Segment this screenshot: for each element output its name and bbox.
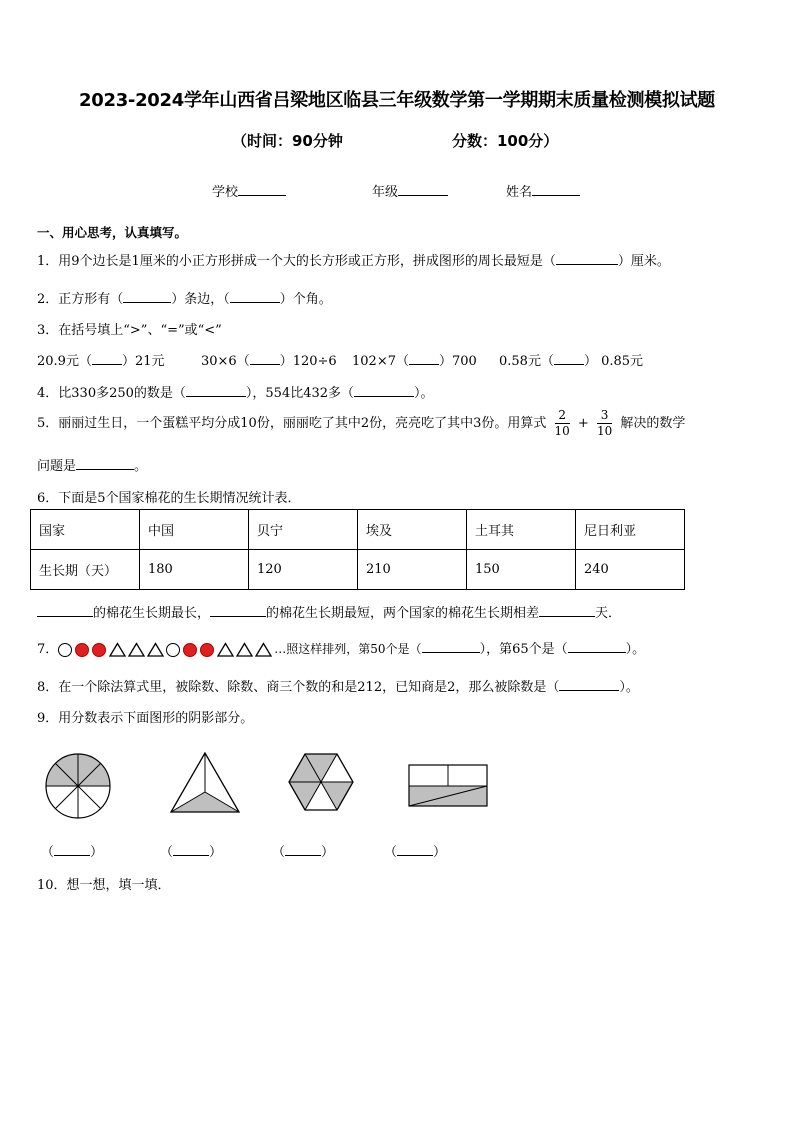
q3-blank-4[interactable] (554, 353, 584, 365)
paren-close: ） (321, 845, 335, 860)
triangle-shape (147, 642, 164, 657)
q3-item-3 (352, 350, 477, 369)
table-cell: 中国 (140, 510, 249, 550)
fig2-answer (160, 841, 222, 860)
grade-label: 年级 (372, 185, 399, 200)
red-circle-shape (200, 643, 214, 657)
q2-text-a: 2．正方形有（ (37, 292, 124, 307)
fig2-blank[interactable] (173, 844, 209, 856)
grade-field (372, 181, 448, 200)
school-input-line[interactable] (238, 183, 286, 196)
question-8 (37, 676, 639, 695)
paren-close: ） (209, 845, 223, 860)
question-5-cont (37, 455, 147, 474)
q1-text: 1．用9个边长是1厘米的小正方形拼成一个大的长方形或正方形，拼成图形的周长最短是（ (37, 254, 556, 269)
q3-item-3-right: ）700 (438, 354, 477, 369)
q3-item-2-right: ）120÷6 (279, 354, 337, 369)
q8-text-b: ）。 (619, 680, 639, 695)
school-label: 学校 (212, 185, 239, 200)
red-circle-shape (75, 643, 89, 657)
fig3-blank[interactable] (285, 844, 321, 856)
question-10: 10．想一想，填一填． (37, 878, 171, 893)
q5-text-b: 解决的数学 (620, 416, 686, 431)
table-cell: 180 (140, 550, 249, 590)
triangle-shape (255, 642, 272, 657)
exam-time: （时间：90分钟 (232, 132, 343, 150)
grade-input-line[interactable] (398, 183, 448, 196)
q3-item-2 (201, 350, 337, 369)
q7-blank-1[interactable] (422, 641, 480, 653)
q5-blank[interactable] (76, 458, 134, 470)
q3-item-4-right: ） 0.85元 (583, 354, 644, 369)
table-cell: 埃及 (358, 510, 467, 550)
q4-blank-1[interactable] (186, 385, 246, 397)
question-6-answers (37, 602, 621, 621)
paren-open: （ (41, 845, 55, 860)
name-input-line[interactable] (532, 183, 580, 196)
q7-number: 7． (37, 642, 59, 657)
q8-text-a: 8．在一个除法算式里，被除数、除数、商三个数的和是212，已知商是2，那么被除数是（ (37, 680, 560, 695)
empty-circle-shape (58, 643, 72, 657)
q5-frac1-num: 2 (558, 408, 566, 422)
q8-blank[interactable] (559, 679, 619, 691)
question-1 (37, 250, 670, 269)
q5-plus: + (577, 416, 589, 431)
question-5 (37, 408, 685, 439)
table-cell: 210 (358, 550, 467, 590)
table-cell: 240 (576, 550, 685, 590)
triangle-shape (109, 642, 126, 657)
q6-text-a: 的棉花生长期最长， (93, 606, 211, 621)
q1-tail: ）厘米。 (617, 254, 670, 269)
section-heading: 一、用心思考，认真填写。 (37, 225, 188, 240)
q5-text-c: 问题是 (37, 459, 77, 474)
shape-pattern (58, 642, 274, 657)
q4-blank-2[interactable] (354, 385, 414, 397)
q6-text-b: 的棉花生长期最短，两个国家的棉花生长期相差 (266, 606, 540, 621)
name-label: 姓名 (506, 185, 533, 200)
q3-item-1-right: ）21元 (121, 354, 165, 369)
paren-close: ） (90, 845, 104, 860)
q5-fraction-1 (555, 408, 570, 439)
q2-text-c: ）个角。 (279, 292, 332, 307)
q7-text-c: ）。 (625, 642, 646, 657)
q3-item-3-left: 102×7（ (352, 354, 409, 369)
q6-blank-1[interactable] (37, 605, 93, 617)
question-7 (37, 638, 645, 657)
fig1-blank[interactable] (54, 844, 90, 856)
q5-text-d: 。 (134, 459, 148, 474)
q3-item-1 (37, 350, 165, 369)
q4-text-c: ）。 (414, 386, 434, 401)
q3-item-4-left: 0.58元（ (499, 354, 554, 369)
page-title: 2023-2024学年山西省吕梁地区临县三年级数学第一学期期末质量检测模拟试题 (79, 90, 715, 111)
q6-text-c: 天． (595, 606, 622, 621)
q5-frac2-num: 3 (600, 408, 609, 422)
q2-blank-1[interactable] (123, 291, 171, 303)
q1-blank[interactable] (556, 253, 618, 265)
q5-text-a: 5．丽丽过生日，一个蛋糕平均分成10份，丽丽吃了其中2份，亮亮吃了其中3份。用算式 (37, 416, 547, 431)
q2-blank-2[interactable] (230, 291, 280, 303)
table-row (31, 550, 685, 590)
question-3: 3．在括号填上“>”、“=”或“<” (37, 323, 222, 338)
question-2 (37, 288, 332, 307)
cotton-table (30, 509, 685, 590)
empty-circle-shape (166, 643, 180, 657)
triangle-thirds-figure (168, 750, 242, 816)
q3-blank-1[interactable] (92, 353, 122, 365)
q6-blank-2[interactable] (210, 605, 266, 617)
q7-text-b: ），第65个是（ (479, 642, 568, 657)
hexagon-sixths-figure (287, 750, 355, 814)
red-circle-shape (92, 643, 106, 657)
triangle-shape (128, 642, 145, 657)
red-circle-shape (183, 643, 197, 657)
table-cell: 国家 (31, 510, 140, 550)
table-cell: 土耳其 (467, 510, 576, 550)
q5-fraction-2 (597, 408, 612, 439)
name-field (506, 181, 580, 200)
q3-item-2-left: 30×6（ (201, 354, 250, 369)
q4-text-b: ），554比432多（ (245, 386, 355, 401)
q3-blank-3[interactable] (409, 353, 439, 365)
q3-item-1-left: 20.9元（ (37, 354, 92, 369)
question-4 (37, 382, 434, 401)
table-cell: 150 (467, 550, 576, 590)
q5-frac2-den: 10 (596, 424, 613, 438)
table-cell: 120 (249, 550, 358, 590)
q3-blank-2[interactable] (250, 353, 280, 365)
table-header-row (31, 510, 685, 550)
rectangle-figure (406, 762, 490, 810)
paren-open: （ (272, 845, 286, 860)
fig3-answer (272, 841, 334, 860)
table-cell: 尼日利亚 (576, 510, 685, 550)
paren-close: ） (433, 845, 447, 860)
circle-eighths-figure (44, 752, 112, 820)
q7-text-a: …照这样排列，第50个是（ (274, 642, 422, 656)
school-field (212, 181, 286, 200)
q7-blank-2[interactable] (568, 641, 626, 653)
table-cell: 贝宁 (249, 510, 358, 550)
paren-open: （ (160, 845, 174, 860)
q5-frac1-den: 10 (554, 424, 570, 438)
q6-blank-3[interactable] (539, 605, 595, 617)
q2-text-b: ）条边，（ (171, 292, 230, 307)
question-6: 6．下面是5个国家棉花的生长期情况统计表． (37, 491, 301, 506)
q4-text-a: 4．比330多250的数是（ (37, 386, 186, 401)
triangle-shape (217, 642, 234, 657)
fig4-answer (384, 841, 446, 860)
fig1-answer (41, 841, 103, 860)
table-cell: 生长期（天） (31, 550, 140, 590)
q3-item-4 (499, 350, 643, 369)
paren-open: （ (384, 845, 398, 860)
triangle-shape (236, 642, 253, 657)
question-9: 9．用分数表示下面图形的阴影部分。 (37, 711, 254, 726)
fig4-blank[interactable] (397, 844, 433, 856)
exam-score: 分数：100分） (452, 132, 559, 150)
